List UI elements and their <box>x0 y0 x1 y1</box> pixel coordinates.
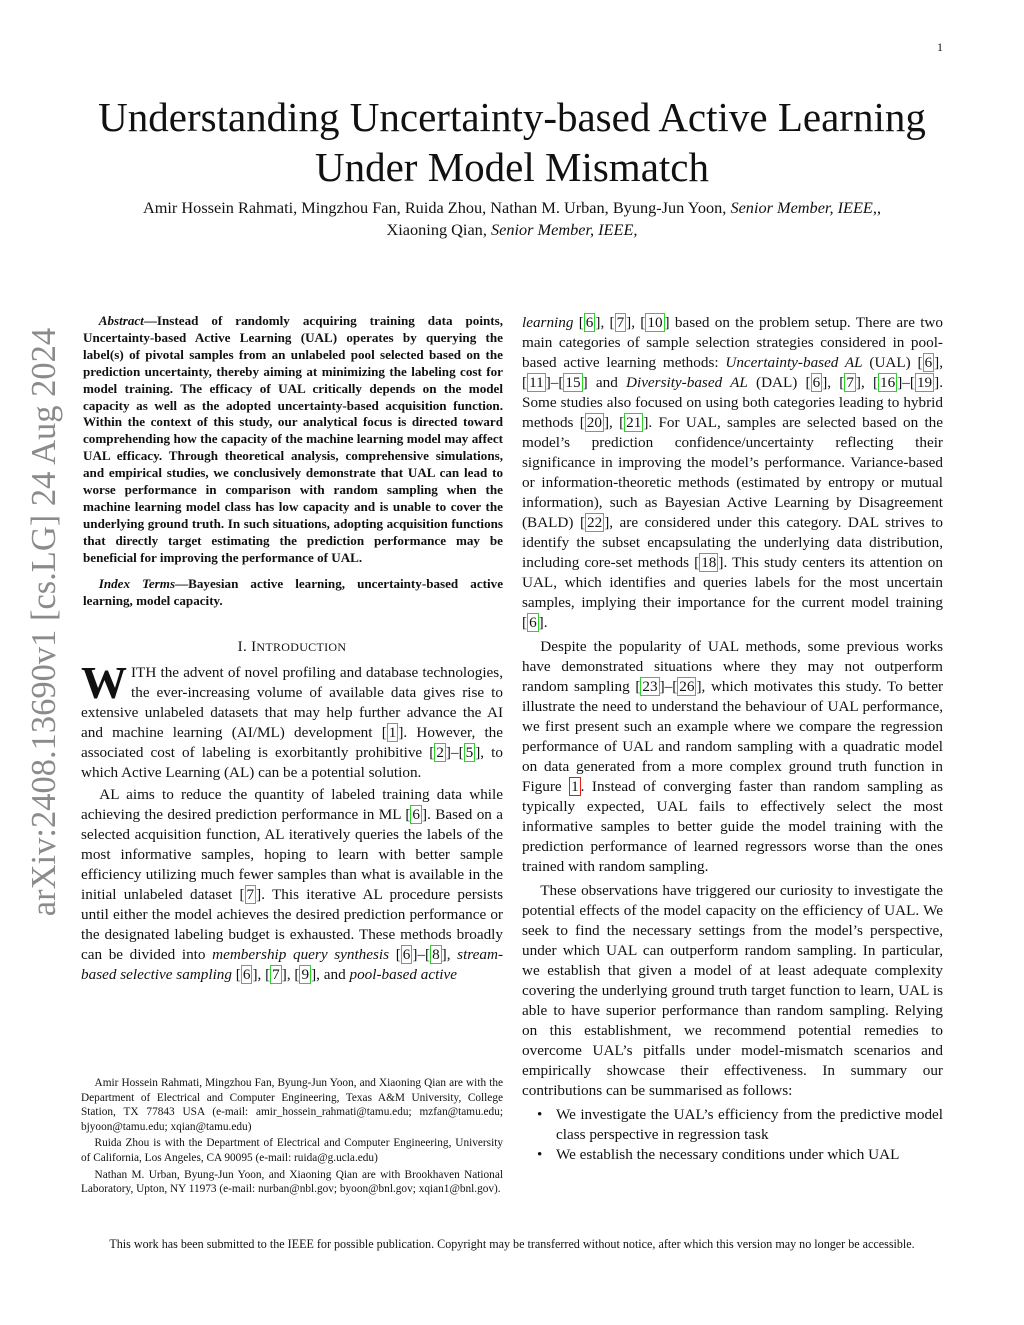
paper-title <box>60 92 964 192</box>
citation-link[interactable]: 6 <box>585 314 594 331</box>
arxiv-stamp: arXiv:2408.13690v1 [cs.LG] 24 Aug 2024 <box>25 327 63 917</box>
dropcap: W <box>81 657 127 709</box>
author-names-2: Xiaoning Qian, <box>386 220 491 239</box>
author-role-2: Senior Member, IEEE, <box>490 220 638 239</box>
abstract <box>83 313 503 567</box>
citation-link[interactable]: 6 <box>529 614 537 631</box>
citation-link[interactable]: 22 <box>587 514 603 531</box>
abstract-label: Abstract <box>98 313 144 328</box>
title-line-2: Under Model Mismatch <box>315 144 709 190</box>
intro-paragraph-2: AL aims to reduce the quantity of labeled training data while achieving the desired prediction performance in ML [ 6 ]. Based on a selected acquisition function, AL iteratively queries the labels of the most informative samples, hoping to learn with better sample efficiency utilizing much fewer samples than what is available in the initial unlabeled dataset [ 7 ]. This iterative AL procedure persists until either the model achieves the desired prediction performance or the designated labeling budget is exhausted. These methods broadly can be divided into membership query synthesis [ 6 ]–[ 8 ], stream-based selective sampling [ 6 ], [ 7 ], [ 9 ], and pool-based active <box>81 786 504 984</box>
page-number: 1 <box>937 40 943 54</box>
citation-link[interactable]: 2 <box>436 744 444 762</box>
abstract-text: —Instead of randomly acquiring training data points, Uncertainty-based Active Learning (UAL) operates by querying the label(s) of pivotal samples from an unlabeled pool selected based on the prediction uncertainty, thereby aiming at minimizing the labeling cost for model training. The efficacy of UAL critically depends on the model capacity as well as the adopted uncertainty-based acquisition function. Within the context of this study, our analytical focus is directed toward comprehending how the capacity of the machine learning model may affect UAL efficacy. Through theoretical analysis, comprehensive simulations, and empirical studies, we conclusively demonstrate that UAL can lead to worse performance in comparison with random sampling when the machine learning model class has low capacity and is unable to cover the underlying ground truth. In such situations, adopting acquisition functions that directly target estimating the prediction performance may be beneficial for improving the performance of UAL. <box>83 313 503 565</box>
title-line-1: Understanding Uncertainty-based Active Learning <box>98 94 926 140</box>
footnote-affiliation-ucla: Ruida Zhou is with the Department of Electrical and Computer Engineering, University of California, Los Angeles, CA 90095 (e-mail: ruida@g.ucla.edu) <box>81 1137 503 1164</box>
author-list: Amir Hossein Rahmati, Mingzhou Fan, Ruida Zhou, Nathan M. Urban, Byung-Jun Yoon, Senior Member, IEEE,, Xiaoning Qian, Senior Member, IEEE, <box>142 198 882 239</box>
citation-link[interactable]: 21 <box>626 414 642 431</box>
right-paragraph-1: learning [ 6 ], [ 7 ], [ 10 ] based on the problem setup. There are two main categories of sample selection strategies considered in pool-based active learning methods: Uncertainty-based AL (UAL) [ 6 ], [ 11 ]–[ 15 ] and Diversity-based AL (DAL) [ 6 ], [ 7 ], [ 16 ]–[ 19 ]. Some studies also focused on using both categories leading to hybrid methods [ 20 ], [ 21 ]. For UAL, samples are selected based on the model’s prediction confidence/uncertainty reflecting their significance in improving the model’s performance. Variance-based or information-theoretic methods (estimated by entropy or mutual information), such as Bayesian Active Learning by Disagreement (BALD) [ 22 ], are considered under this category. DAL strives to identify the subset encapsulating the underlying data distribution, including core-set methods [ 18 ]. This study centers its attention on UAL, which identifies and queries labels for the most uncertain samples, implying their importance for the current model training [ 6 ]. <box>522 314 944 631</box>
citation-link[interactable]: 7 <box>616 314 625 331</box>
citation-link[interactable]: 19 <box>916 374 933 391</box>
left-column <box>81 313 503 987</box>
citation-link[interactable]: 6 <box>924 354 933 371</box>
intro-paragraph-1: WITH the advent of novel profiling and database technologies, the ever-increasing volume of available data gives rise to extensive unlabeled datasets that may help further advance the AI and machine learning (AI/ML) development [ 1 ]. However, the associated cost of labeling is exorbitantly prohibitive [ 2 ]–[ 5 ], to which Active Learning (AL) can be a potential solution. <box>81 657 504 782</box>
index-terms-text: —Bayesian active learning, uncertainty-based active learning, model capacity. <box>83 575 503 608</box>
citation-link[interactable]: 6 <box>402 946 411 964</box>
right-paragraph-3: These observations have triggered our curiosity to investigate the potential effects of the model capacity on the efficiency of UAL. We seek to find the necessary settings from the model’s perspective, under which UAL can outperform random sampling. In particular, we establish that given a model of at least adequate complexity covering the underlying ground truth target function to learn, UAL is able to have superior performance than random sampling. Relying on this establishment, we recommend potential remedies to overcome UAL’s pitfalls under model-mismatch scenarios and empirically showcase their effectiveness. In summary our contributions can be summarised as follows: <box>522 882 943 1099</box>
citation-link[interactable]: 7 <box>846 374 854 391</box>
author-role-1: Senior Member, IEEE, <box>730 198 877 217</box>
citation-link[interactable]: 6 <box>412 806 420 824</box>
citation-link[interactable]: 6 <box>812 374 821 391</box>
right-column <box>522 313 943 1165</box>
footnote-affiliation-tamu: Amir Hossein Rahmati, Mingzhou Fan, Byung-Jun Yoon, and Xiaoning Qian are with the Department of Electrical and Computer Engineering, Texas A&M University, College Station, TX 77843 USA (e-mail: amir_hossein_rahmati@tamu.edu; mzfan@tamu.edu; bjyoon@tamu.edu; xqian@tamu.edu) <box>81 1077 503 1133</box>
citation-link[interactable]: 26 <box>679 678 695 695</box>
section-heading-introduction: I. INTRODUCTION <box>237 639 347 656</box>
list-item: • We establish the necessary conditions under which UAL <box>522 1145 943 1165</box>
citation-link[interactable]: 18 <box>701 554 717 571</box>
citation-link[interactable]: 6 <box>242 966 251 984</box>
contributions-list <box>522 1105 943 1165</box>
citation-link[interactable]: 10 <box>647 314 663 331</box>
citation-link[interactable]: 11 <box>529 374 544 391</box>
author-names-1: Amir Hossein Rahmati, Mingzhou Fan, Ruida Zhou, Nathan M. Urban, Byung-Jun Yoon, <box>142 198 731 217</box>
citation-link[interactable]: 9 <box>301 966 310 984</box>
list-item: • We investigate the UAL’s efficiency from the predictive model class perspective in regression task <box>522 1105 943 1145</box>
citation-link[interactable]: 7 <box>246 886 255 904</box>
citation-link[interactable]: 5 <box>465 744 474 762</box>
citation-link[interactable]: 16 <box>880 374 896 391</box>
citation-link[interactable]: 8 <box>432 946 440 964</box>
copyright-notice: This work has been submitted to the IEEE for possible publication. Copyright may be transferred without notice, after which this version may no longer be accessible. <box>109 1237 915 1251</box>
author-footnotes <box>81 1076 503 1197</box>
index-terms-label: Index Terms <box>98 575 176 591</box>
right-paragraph-2: Despite the popularity of UAL methods, some previous works have demonstrated situations where they may not outperform random sampling [ 23 ]–[ 26 ], which motivates this study. To better illustrate the need to understand the behaviour of UAL performance, we first present such an example where we compare the regression performance of UAL and random sampling with a quadratic model on data generated from a more complex ground truth function in Figure 1 . Instead of converging faster than random sampling as typically expected, UAL fails to effectively select the most informative samples to better guide the model training with the prediction performance of learned regressors worse than the ones trained with random sampling. <box>522 638 943 875</box>
citation-link[interactable]: 20 <box>586 414 602 431</box>
citation-link[interactable]: 15 <box>565 374 581 391</box>
footnote-affiliation-bnl: Nathan M. Urban, Byung-Jun Yoon, and Xiaoning Qian are with Brookhaven National Laboratory, Upton, NY 11973 (e-mail: nurban@nbl.gov; byoon@bnl.gov; xqian1@bnl.gov). <box>81 1168 503 1196</box>
figure-link[interactable]: 1 <box>571 778 579 795</box>
citation-link[interactable]: 1 <box>388 724 397 742</box>
citation-link[interactable]: 23 <box>642 678 658 695</box>
citation-link[interactable]: 7 <box>272 966 280 984</box>
index-terms <box>83 576 503 610</box>
